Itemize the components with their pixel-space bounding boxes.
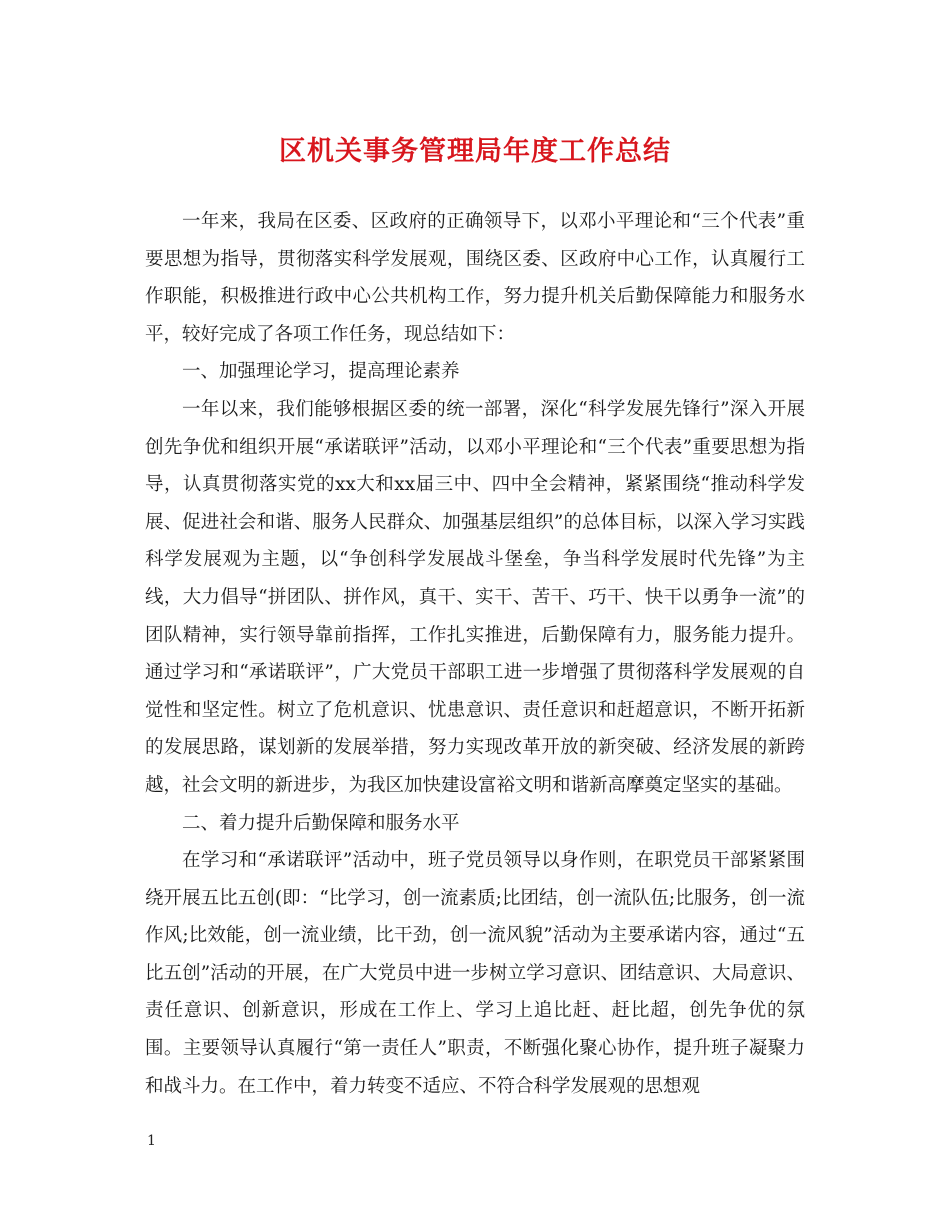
section-2-paragraph: 在学习和“承诺联评”活动中，班子党员领导以身作则，在职党员干部紧紧围绕开展五比五创(即：“比学习，创一流素质;比团结，创一流队伍;比服务，创一流作风;比效能，创一流业绩，比干劲，创一流风貌”活动为主要承诺内容，通过“五比五创”活动的开展，在广大党员中进一步树立学习意识、团结意识、大局意识、责任意识、创新意识，形成在工作上、学习上追比赶、赶比超，创先争优的氛围。主要领导认真履行“第一责任人”职责，不断强化聚心协作，提升班子凝聚力和战斗力。在工作中，着力转变不适应、不符合科学发展观的思想观 [145, 850, 805, 1097]
intro-paragraph: 一年来，我局在区委、区政府的正确领导下，以邓小平理论和“三个代表”重要思想为指导，贯彻落实科学发展观，围绕区委、区政府中心工作，认真履行工作职能，积极推进行政中心公共机构工作，努力提升机关后勤保障能力和服务水平，较好完成了各项工作任务，现总结如下： [145, 211, 805, 345]
section-heading-1: 一、加强理论学习，提高理论素养 [182, 361, 460, 383]
document-title: 区机关事务管理局年度工作总结 [279, 136, 671, 167]
document-body [145, 203, 805, 1105]
page-number: 1 [147, 1133, 156, 1149]
section-1-paragraph: 一年以来，我们能够根据区委的统一部署，深化“科学发展先锋行”深入开展创先争优和组织开展“承诺联评”活动，以邓小平理论和“三个代表”重要思想为指导，认真贯彻落实党的xx大和xx届三中、四中全会精神，紧紧围绕“推动科学发展、促进社会和谐、服务人民群众、加强基层组织”的总体目标，以深入学习实践科学发展观为主题，以“争创科学发展战斗堡垒，争当科学发展时代先锋”为主线，大力倡导“拼团队、拼作风，真干、实干、苦干、巧干、快干以勇争一流”的团队精神，实行领导靠前指挥，工作扎实推进，后勤保障有力，服务能力提升。通过学习和“承诺联评”，广大党员干部职工进一步增强了贯彻落科学发展观的自觉性和坚定性。树立了危机意识、忧患意识、责任意识和赶超意识，不断开拓新的发展思路，谋划新的发展举措，努力实现改革开放的新突破、经济发展的新跨越，社会文明的新进步，为我区加快建设富裕文明和谐新高摩奠定坚实的基础。 [145, 398, 805, 796]
section-heading-2: 二、着力提升后勤保障和服务水平 [182, 812, 460, 834]
